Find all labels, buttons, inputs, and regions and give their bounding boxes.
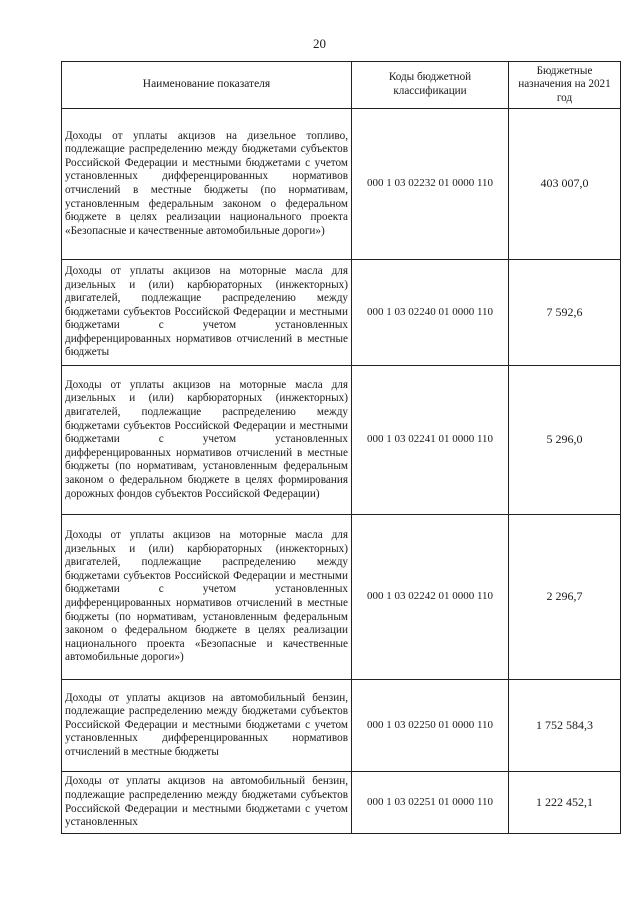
row-amount: 1 222 452,1 <box>509 772 621 834</box>
row-name: Доходы от уплаты акцизов на моторные масла для дизельных и (или) карбюраторных (инжекторных) двигателей, подлежащие распределению между бюджетами субъектов Российской Федерации и местными бюджетами с учетом установленных дифференцированных нормативов отчислений в местные бюджеты (по нормативам, установленным федеральным законом о федеральном бюджете в целях реализации национального проекта «Безопасные и качественные автомобильные дороги») <box>62 515 352 680</box>
row-code: 000 1 03 02242 01 0000 110 <box>352 515 509 680</box>
row-name: Доходы от уплаты акцизов на автомобильный бензин, подлежащие распределению между бюджетами субъектов Российской Федерации и местными бюджетами с учетом установленных <box>62 772 352 834</box>
row-name: Доходы от уплаты акцизов на моторные масла для дизельных и (или) карбюраторных (инжекторных) двигателей, подлежащие распределению между бюджетами субъектов Российской Федерации и местными бюджетами с учетом установленных дифференцированных нормативов отчислений в местные бюджеты <box>62 260 352 366</box>
row-code: 000 1 03 02232 01 0000 110 <box>352 109 509 260</box>
table-row <box>62 772 621 834</box>
row-name: Доходы от уплаты акцизов на автомобильный бензин, подлежащие распределению между бюджетами субъектов Российской Федерации и местными бюджетами с учетом установленных дифференцированных нормативов отчислений в местные бюджеты <box>62 680 352 772</box>
budget-table <box>61 61 621 834</box>
table-row <box>62 680 621 772</box>
row-code: 000 1 03 02251 01 0000 110 <box>352 772 509 834</box>
row-amount: 1 752 584,3 <box>509 680 621 772</box>
row-code: 000 1 03 02240 01 0000 110 <box>352 260 509 366</box>
table-header-row <box>62 62 621 109</box>
row-code: 000 1 03 02241 01 0000 110 <box>352 366 509 515</box>
table-row <box>62 366 621 515</box>
header-amount: Бюджетные назначения на 2021 год <box>509 62 621 109</box>
row-name: Доходы от уплаты акцизов на дизельное топливо, подлежащие распределению между бюджетами субъектов Российской Федерации и местными бюджетами с учетом установленных дифференцированных нормативов отчислений в местные бюджеты (по нормативам, установленным федеральным законом о федеральном бюджете в целях реализации национального проекта «Безопасные и качественные автомобильные дороги») <box>62 109 352 260</box>
row-amount: 403 007,0 <box>509 109 621 260</box>
row-code: 000 1 03 02250 01 0000 110 <box>352 680 509 772</box>
header-name: Наименование показателя <box>62 62 352 109</box>
row-amount: 7 592,6 <box>509 260 621 366</box>
table-row <box>62 515 621 680</box>
page-number: 20 <box>313 36 326 51</box>
row-amount: 2 296,7 <box>509 515 621 680</box>
table-row <box>62 260 621 366</box>
table-row <box>62 109 621 260</box>
header-code: Коды бюджетной классификации <box>352 62 509 109</box>
row-amount: 5 296,0 <box>509 366 621 515</box>
row-name: Доходы от уплаты акцизов на моторные масла для дизельных и (или) карбюраторных (инжекторных) двигателей, подлежащие распределению между бюджетами субъектов Российской Федерации и местными бюджетами с учетом установленных дифференцированных нормативов отчислений в местные бюджеты (по нормативам, установленным федеральным законом о федеральном бюджете в целях формирования дорожных фондов субъектов Российской Федерации) <box>62 366 352 515</box>
